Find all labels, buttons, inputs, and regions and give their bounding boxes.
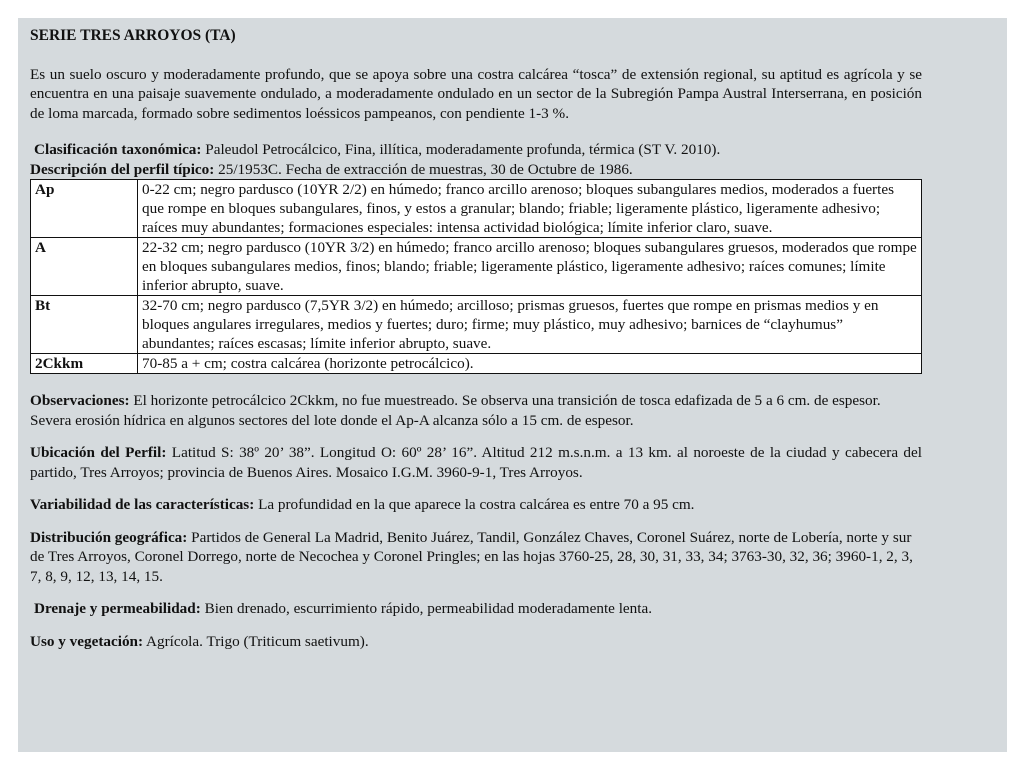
table-row [31, 354, 922, 374]
profile-description-value: 25/1953C. Fecha de extracción de muestras, 30 de Octubre de 1986. [214, 160, 633, 178]
horizon-name: Bt [31, 296, 138, 354]
profile-description-line [30, 160, 922, 180]
horizon-description: 0-22 cm; negro pardusco (10YR 2/2) en húmedo; franco arcillo arenoso; bloques subangulares medios, moderados a fuertes que rompe en bloques subangulares, finos, y estos a granular; blando; friable; ligeramente plástico, ligeramente adhesivo; raíces muy abundantes; formaciones especiales: intensa actividad biológica; límite inferior claro, suave. [138, 180, 922, 238]
variability-paragraph [30, 495, 922, 515]
profile-description-label: Descripción del perfil típico: [30, 160, 215, 178]
classification-line [30, 140, 922, 160]
drainage-value: Bien drenado, escurrimiento rápido, permeabilidad moderadamente lenta. [200, 600, 653, 617]
classification-value: Paleudol Petrocálcico, Fina, illítica, moderadamente profunda, térmica (ST V. 2010). [201, 141, 721, 158]
distribution-paragraph [30, 528, 922, 587]
location-value: Latitud S: 38º 20’ 38”. Longitud O: 60º 28’ 16”. Altitud 212 m.s.n.m. a 13 km. al noroeste de la ciudad y cabecera del partido, Tres Arroyos; provincia de Buenos Aires. Mosaico I.G.M. 3960-9-1, Tres Arroyos. [30, 444, 922, 481]
observations-paragraph [30, 391, 922, 430]
horizon-description: 22-32 cm; negro pardusco (10YR 3/2) en húmedo; franco arcillo arenoso; bloques subangulares gruesos, moderados que rompe en bloques subangulares medios, finos; blando; friable; ligeramente plástico, ligeramente adhesivo; raíces comunes; límite inferior abrupto, suave. [138, 238, 922, 296]
document-title: SERIE TRES ARROYOS (TA) [30, 27, 236, 44]
drainage-label: Drenaje y permeabilidad: [34, 600, 201, 617]
location-label: Ubicación del Perfil: [30, 444, 167, 461]
document-slide [18, 18, 1007, 752]
distribution-label: Distribución geográfica: [30, 528, 188, 546]
table-row [31, 180, 922, 238]
location-paragraph [30, 443, 922, 482]
land-use-label: Uso y vegetación: [30, 632, 144, 650]
observations-label: Observaciones: [30, 392, 130, 409]
table-row [31, 296, 922, 354]
observations-value: El horizonte petrocálcico 2Ckkm, no fue muestreado. Se observa una transición de tosca edafizada de 5 a 6 cm. de espesor. Severa erosión hídrica en algunos sectores del lote donde el Ap-A alcanza sólo a 15 cm. de espesor. [30, 392, 881, 429]
horizon-name: A [31, 238, 138, 296]
drainage-paragraph [30, 599, 922, 619]
land-use-paragraph [30, 632, 922, 652]
land-use-value: Agrícola. Trigo (Triticum saetivum). [143, 632, 369, 650]
variability-label: Variabilidad de las características: [30, 496, 255, 513]
horizon-name: 2Ckkm [31, 354, 138, 374]
distribution-value: Partidos de General La Madrid, Benito Juárez, Tandil, González Chaves, Coronel Suárez, norte de Lobería, norte y sur de Tres Arroyos, Coronel Dorrego, norte de Necochea y Coronel Pringles; en las hojas 3760-25, 28, 30, 31, 33, 34; 3763-30, 32, 36; 3960-1, 2, 3, 7, 8, 9, 12, 13, 14, 15. [30, 528, 913, 585]
classification-label: Clasificación taxonómica: [34, 141, 202, 158]
intro-paragraph: Es un suelo oscuro y moderadamente profundo, que se apoya sobre una costra calcárea “tosca” de extensión regional, su aptitud es agrícola y se encuentra en una paisaje suavemente ondulado, a moderadamente ondulado en un sector de la Subregión Pampa Austral Interserrana, en posición de loma marcada, formado sobre sedimentos loéssicos pampeanos, con pendiente 1-3 %. [30, 65, 922, 122]
variability-value: La profundidad en la que aparece la costra calcárea es entre 70 a 95 cm. [254, 496, 695, 513]
horizon-description: 32-70 cm; negro pardusco (7,5YR 3/2) en húmedo; arcilloso; prismas gruesos, fuertes que rompe en prismas medios y en bloques angulares irregulares, medios y fuertes; duro; firme; muy plástico, muy adhesivo; barnices de “clayhumus” abundantes; raíces escasas; límite inferior abrupto, suave. [138, 296, 922, 354]
horizon-description: 70-85 a + cm; costra calcárea (horizonte petrocálcico). [138, 354, 922, 374]
horizon-name: Ap [31, 180, 138, 238]
table-row [31, 238, 922, 296]
horizons-table [30, 179, 922, 374]
document-content [30, 26, 922, 651]
